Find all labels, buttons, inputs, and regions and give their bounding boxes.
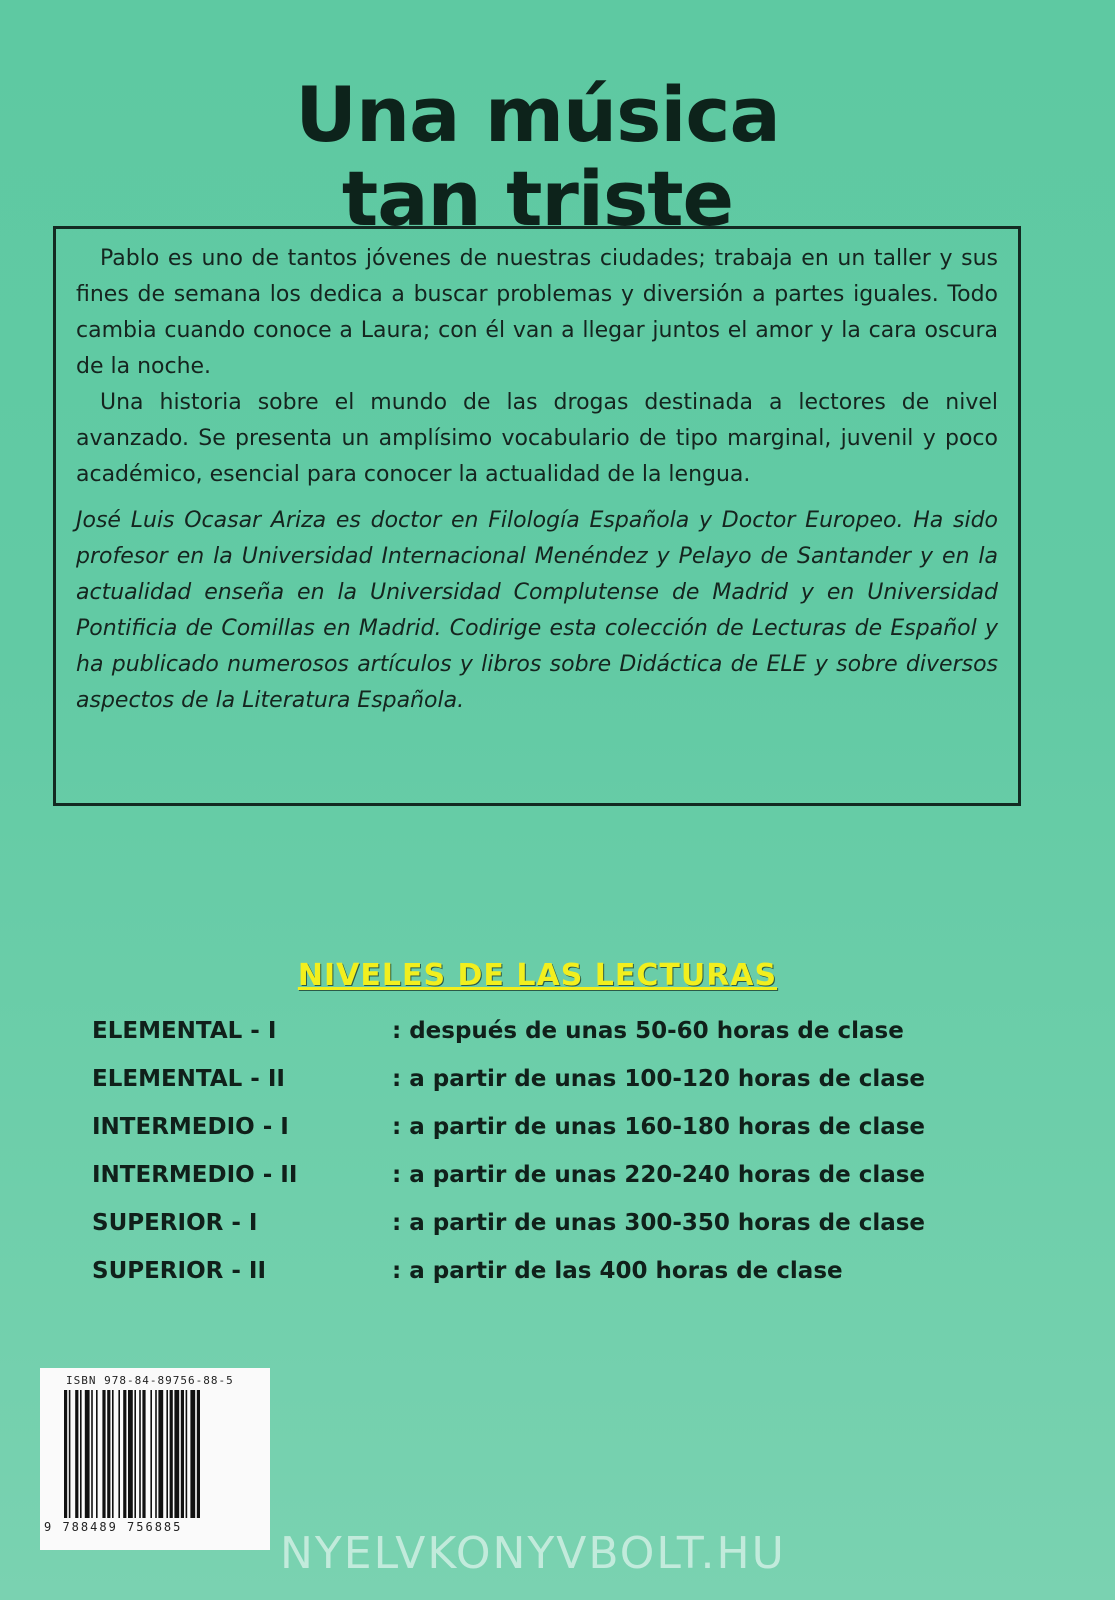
level-row: [92, 1114, 992, 1162]
level-description: : a partir de las 400 horas de clase: [392, 1258, 843, 1284]
author-bio: José Luis Ocasar Ariza es doctor en Filología Española y Doctor Europeo. Ha sido profesor en la Universidad Internacional Menéndez y Pelayo de Santander y en la actualidad enseña en la Universidad Complutense de Madrid y en Universidad Pontificia de Comillas en Madrid. Codirige esta colección de Lecturas de Español y ha publicado numerosos artículos y libros sobre Didáctica de ELE y sobre diversos aspectos de la Literatura Española.: [76, 508, 998, 713]
level-row: [92, 1018, 992, 1066]
levels-list: [92, 1018, 992, 1306]
level-name: INTERMEDIO - I: [92, 1114, 289, 1140]
level-description: : a partir de unas 160-180 horas de clase: [392, 1114, 926, 1140]
ean-text: 9 788489 756885: [44, 1520, 183, 1534]
level-description: : a partir de unas 100-120 horas de clase: [392, 1066, 926, 1092]
watermark-text: NYELVKONYVBOLT.HU: [280, 1528, 786, 1579]
synopsis-paragraph-1: Pablo es uno de tantos jóvenes de nuestras ciudades; trabaja en un taller y sus fines de semana los dedica a buscar problemas y diversión a partes iguales. Todo cambia cuando conoce a Laura; con él van a llegar juntos el amor y la cara oscura de la noche.: [76, 246, 998, 379]
isbn-text: ISBN 978-84-89756-88-5: [66, 1374, 234, 1387]
book-title-line-1: Una música: [295, 69, 780, 159]
level-name: SUPERIOR - I: [92, 1210, 258, 1236]
levels-heading: NIVELES DE LAS LECTURAS: [297, 958, 778, 993]
book-title: [0, 69, 1075, 243]
level-description: : a partir de unas 220-240 horas de clase: [392, 1162, 926, 1188]
level-name: ELEMENTAL - II: [92, 1066, 285, 1092]
level-description: : después de unas 50-60 horas de clase: [392, 1018, 904, 1044]
barcode-icon: [64, 1390, 244, 1518]
book-title-line-2: tan triste: [341, 153, 734, 243]
level-description: : a partir de unas 300-350 horas de clase: [392, 1210, 926, 1236]
level-row: [92, 1210, 992, 1258]
level-row: [92, 1066, 992, 1114]
level-name: INTERMEDIO - II: [92, 1162, 298, 1188]
level-name: ELEMENTAL - I: [92, 1018, 277, 1044]
barcode-label: [40, 1368, 270, 1550]
level-row: [92, 1162, 992, 1210]
level-row: [92, 1258, 992, 1306]
level-name: SUPERIOR - II: [92, 1258, 267, 1284]
synopsis-paragraph-2: Una historia sobre el mundo de las drogas destinada a lectores de nivel avanzado. Se presenta un amplísimo vocabulario de tipo marginal, juvenil y poco académico, esencial para conocer la actualidad de la lengua.: [76, 390, 998, 487]
synopsis-box: [53, 226, 1021, 806]
